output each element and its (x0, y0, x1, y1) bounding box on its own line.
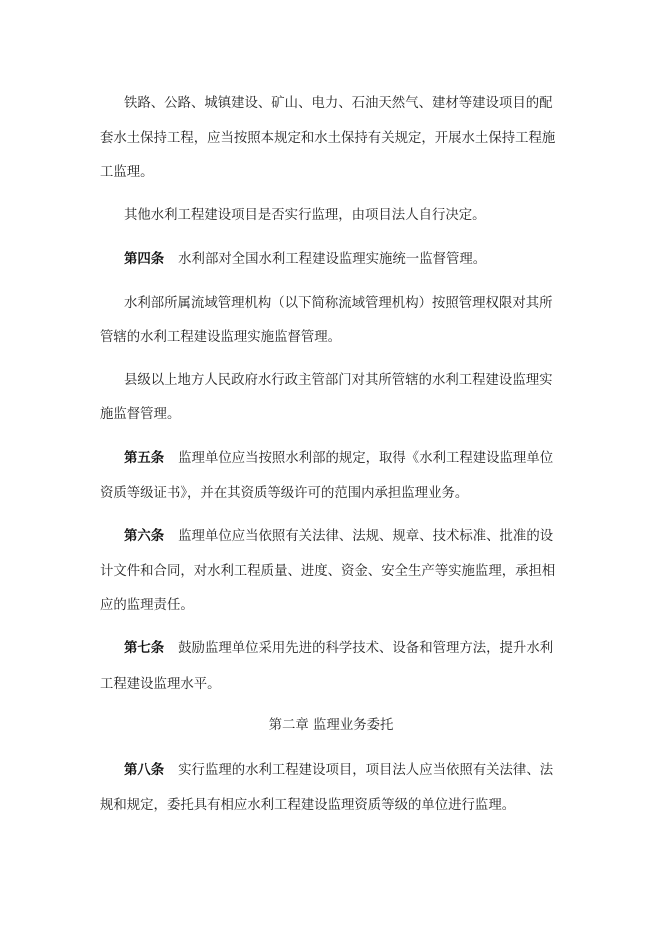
article-label: 第八条 (124, 763, 165, 778)
article-label: 第四条 (124, 252, 165, 267)
article-label: 第五条 (124, 451, 165, 466)
article-label: 第七条 (124, 641, 165, 656)
article-label: 第六条 (124, 529, 165, 544)
article-text: 实行监理的水利工程建设项目，项目法人应当依照有关法律、法 (178, 763, 554, 778)
paragraph-line: 工监理。 (100, 165, 154, 180)
paragraph-line: 资质等级证书》，并在其资质等级许可的范围内承担监理业务。 (100, 486, 469, 501)
article-text: 监理单位应当按照水利部的规定，取得《水利工程建设监理单位 (178, 451, 554, 466)
paragraph-line: 县级以上地方人民政府水行政主管部门对其所管辖的水利工程建设监理实 (124, 373, 553, 388)
chapter-heading: 第二章 监理业务委托 (268, 718, 394, 733)
paragraph-line: 应的监理责任。 (100, 598, 194, 613)
paragraph-line: 铁路、公路、城镇建设、矿山、电力、石油天然气、建材等建设项目的配 (124, 96, 553, 111)
article-text: 鼓励监理单位采用先进的科学技术、设备和管理方法，提升水利 (178, 641, 554, 656)
article-8 (124, 762, 558, 780)
article-5 (124, 450, 558, 468)
article-text: 水利部对全国水利工程建设监理实施统一监督管理。 (178, 252, 487, 267)
paragraph-line: 工程建设监理水平。 (100, 677, 221, 692)
article-7 (124, 640, 558, 658)
article-6 (124, 528, 558, 546)
paragraph-line: 其他水利工程建设项目是否实行监理，由项目法人自行决定。 (124, 208, 486, 223)
paragraph-line: 计文件和合同，对水利工程质量、进度、资金、安全生产等实施监理，承担相 (100, 564, 556, 579)
paragraph-line: 规和规定，委托具有相应水利工程建设监理资质等级的单位进行监理。 (100, 798, 516, 813)
article-text: 监理单位应当依照有关法律、法规、规章、技术标准、批准的设 (178, 529, 554, 544)
paragraph-line: 施监督管理。 (100, 407, 181, 422)
article-4 (124, 251, 558, 269)
paragraph-line: 管辖的水利工程建设监理实施监督管理。 (100, 330, 342, 345)
paragraph-line: 水利部所属流域管理机构（以下简称流域管理机构）按照管理权限对其所 (124, 296, 553, 311)
paragraph-line: 套水土保持工程，应当按照本规定和水土保持有关规定，开展水土保持工程施 (100, 131, 556, 146)
